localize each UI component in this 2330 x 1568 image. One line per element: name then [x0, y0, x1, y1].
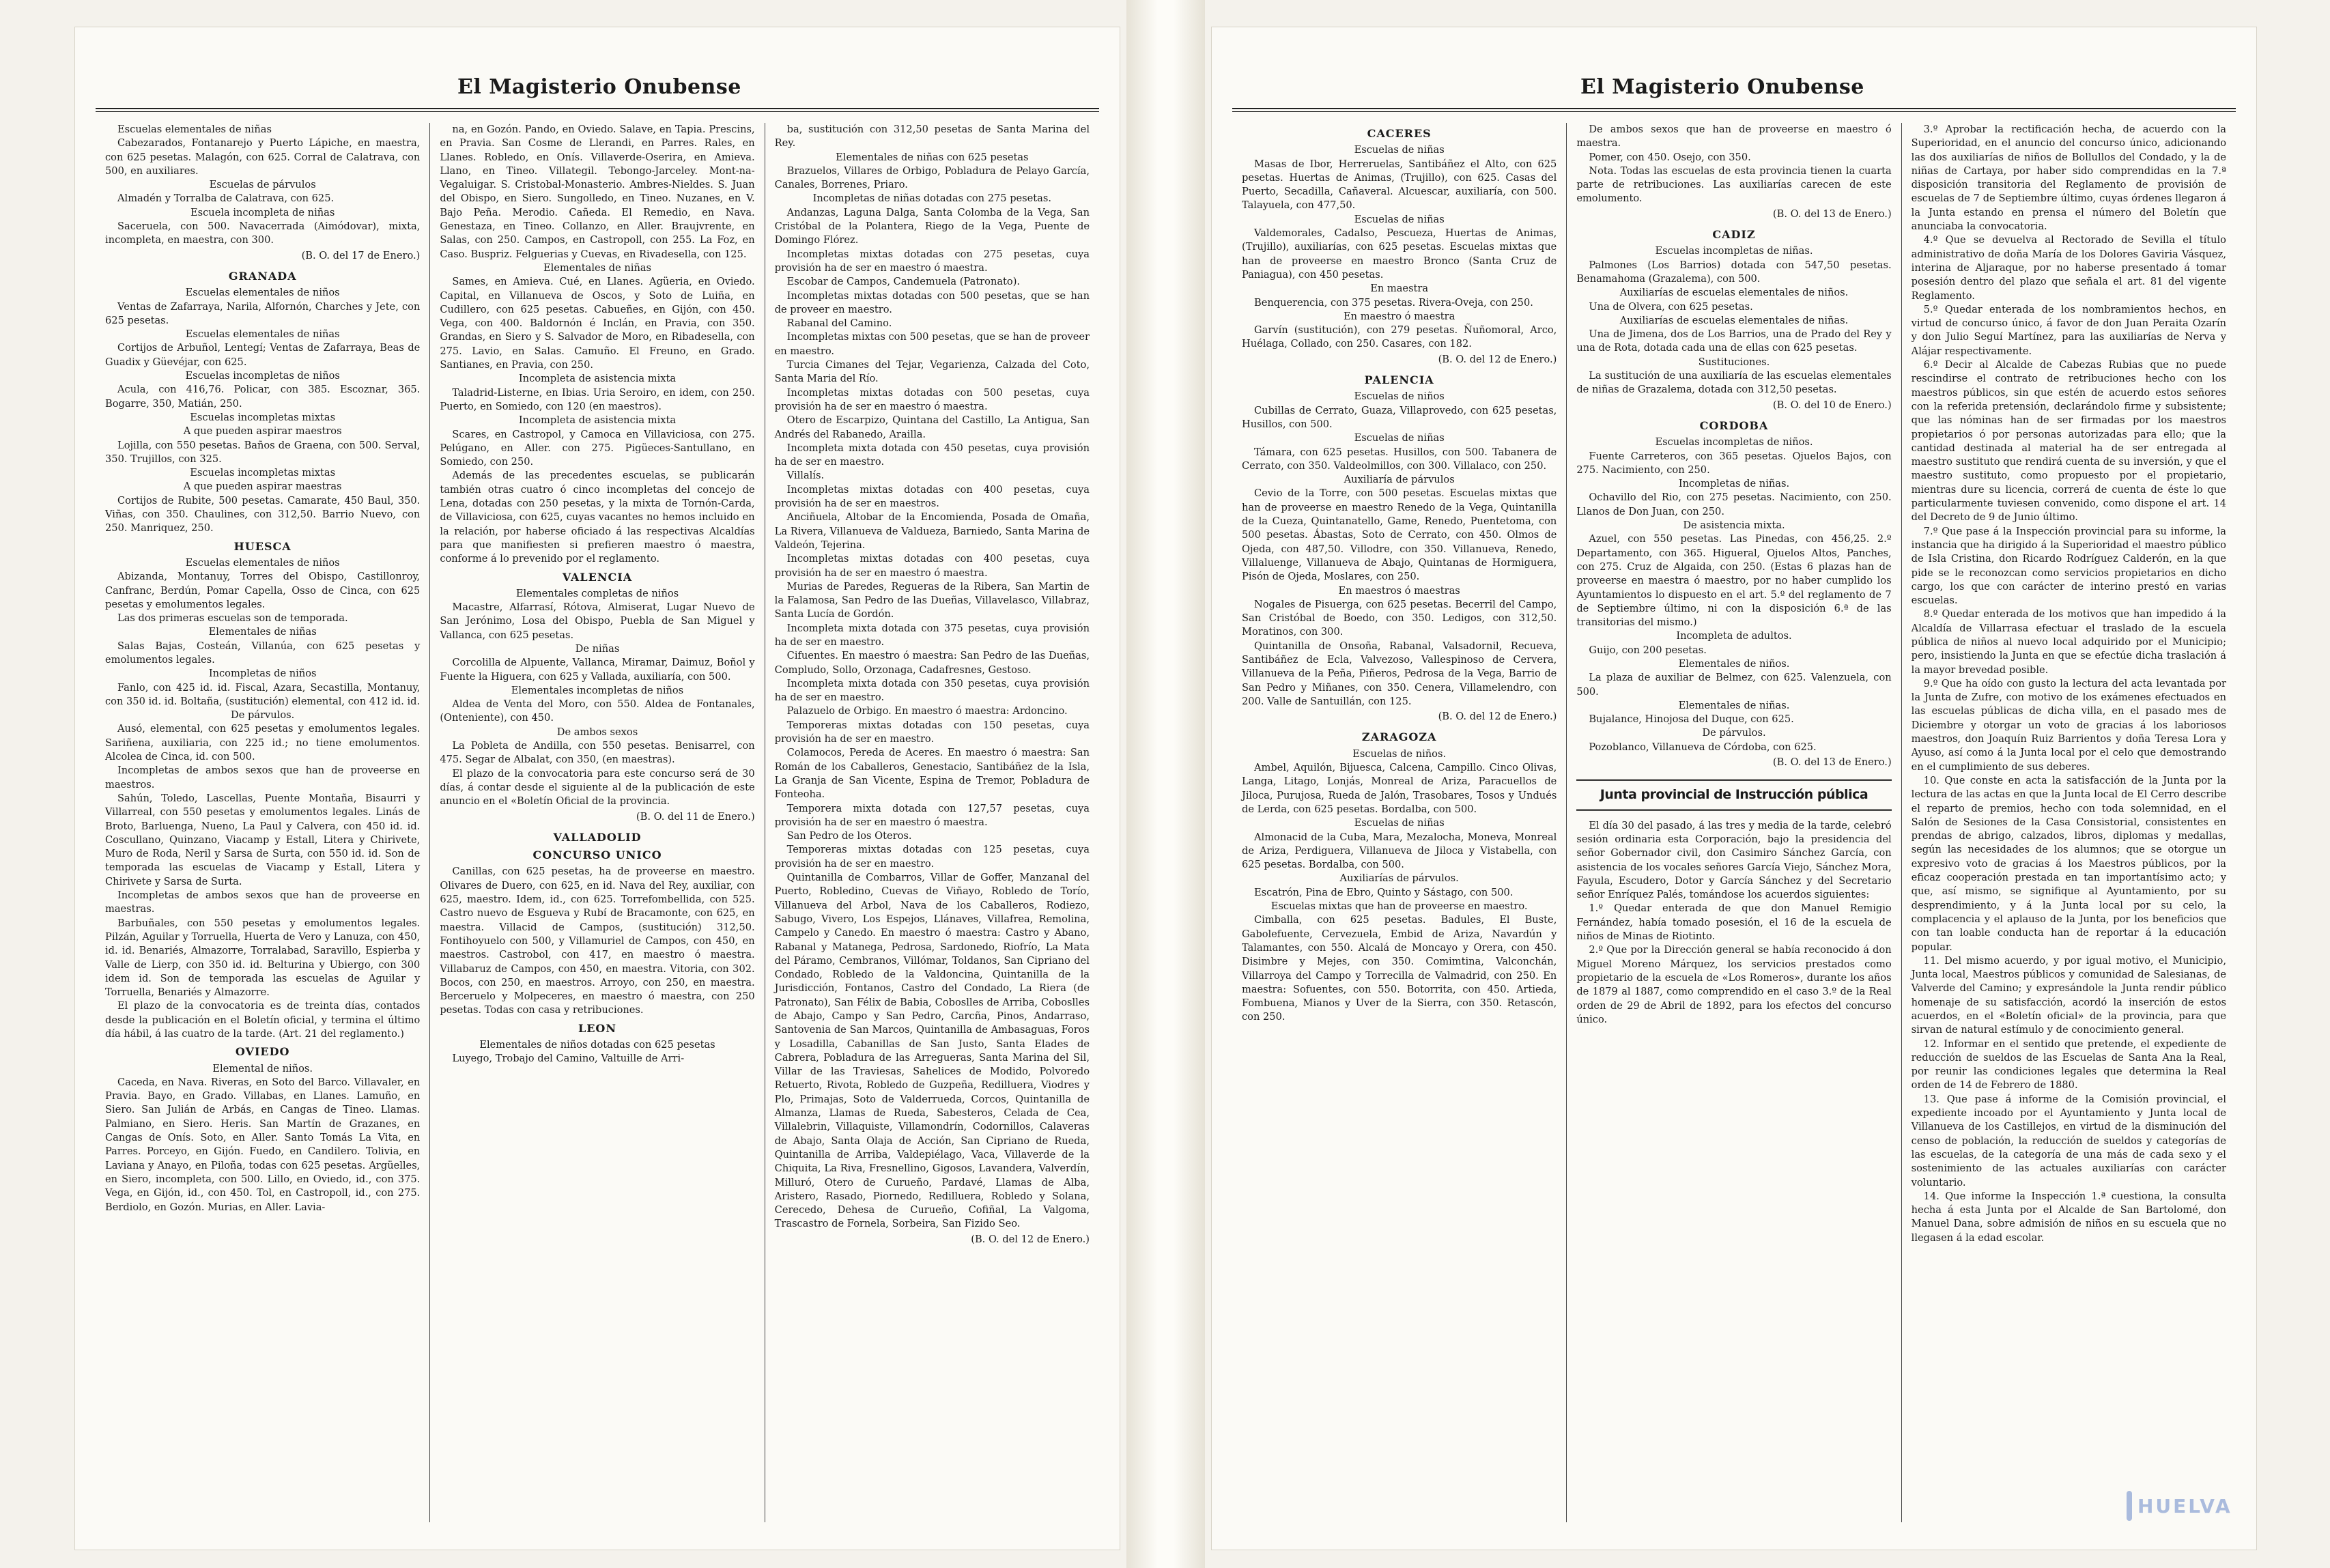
paragraph: Ambel, Aquilón, Bijuesca, Calcena, Campillo. Cinco Olivas, Langa, Litago, Lonjás, Monreal de Ariza, Paracuellos de Jiloca, Purujosa, Rueda de Jalón, Trasobares, Tosos y Undués de Lerda, con 625 pesetas. Bordalba, con 500. — [1242, 762, 1557, 815]
section-subheading: Escuelas mixtas que han de proveerse en maestro. — [1270, 900, 1528, 913]
library-stamp — [2127, 1489, 2232, 1522]
source-citation: (B. O. del 10 de Enero.) — [1772, 399, 1892, 411]
page-gutter — [1126, 0, 1205, 1568]
section-subheading: De niñas — [575, 642, 620, 655]
paragraph: Murias de Paredes, Regueras de la Ribera, San Martin de la Falamosa, San Pedro de las Dueñas, Villavelasco, Villabraz, Santa Lucía de Gordón. — [774, 580, 1090, 621]
section-subheading: Escuelas de párvulos — [209, 179, 316, 191]
paragraph: Además de las precedentes escuelas, se publicarán también otras cuatro ó cinco incompletas del concejo de Lena, dotadas con 250 pesetas, y la mixta de Tornón-Carda, de Villaviciosa, con 625, cuyas vacantes no hemos incluido en la relación, por haberse oficiado á las respectivas Alcaldías para que manifiesten si prefieren maestro ó maestra, conforme á lo prevenido por el reglamento. — [440, 470, 755, 565]
paragraph: Luyego, Trobajo del Camino, Valtuille de Arri- — [452, 1053, 685, 1065]
paragraph: Incompletas de ambos sexos que han de proveerse en maestras. — [105, 889, 421, 915]
paragraph: Azuel, con 550 pesetas. Las Pinedas, con 456,25. 2.º Departamento, con 365. Higueral, Ojuelos Altos, Panches, con 275. Cruz de Algaida, con 250. (Estas 6 plazas han de proveerse en maestra ó maestro, por no haber cumplido los Ayuntamientos lo dispuesto en el art. 5.º del reglamento de 7 de Septiembre último, ni con la disposición 6.ª de las transitorias del mismo.) — [1576, 533, 1892, 629]
paragraph: Incompleta mixta dotada con 450 pesetas, cuya provisión ha de ser en maestro. — [774, 442, 1090, 468]
masthead-title: El Magisterio Onubense — [457, 75, 741, 99]
paragraph: Las dos primeras escuelas son de temporada. — [117, 612, 348, 625]
paragraph: Turcia Cimanes del Tejar, Vegarienza, Calzada del Coto, Santa Maria del Río. — [774, 359, 1090, 385]
right-column-1 — [1232, 123, 1566, 1522]
section-subheading: Auxiliarías de párvulos. — [1339, 872, 1459, 885]
section-subheading: Elementales de niños. — [1678, 657, 1790, 670]
paragraph: Guijo, con 200 pesetas. — [1589, 644, 1707, 656]
section-subheading: En maestros ó maestras — [1338, 584, 1460, 597]
paragraph: 12. Informar en el sentido que pretende, el expediente de reducción de sueldos de las Escuelas de Santa Ana la Real, por reunir las condiciones legales que determina la Real orden de 14 de Febrero de 1880. — [1911, 1038, 2226, 1092]
paragraph: Acula, con 416,76. Policar, con 385. Escoznar, 365. Bogarre, 350, Matián, 250. — [105, 384, 421, 410]
section-subheading: Escuelas de niños — [1354, 390, 1445, 403]
section-subheading: Elementales de niñas. — [1678, 699, 1790, 711]
paragraph: Scares, en Castropol, y Camoca en Villaviciosa, con 275. Pelúgano, en Aller. con 275. Pigüeces-Santullano, en Somiedo, con 250. — [440, 428, 755, 468]
paragraph: Escobar de Campos, Candemuela (Patronato). — [786, 276, 1021, 288]
section-heading: CADIZ — [1712, 228, 1756, 242]
paragraph: Incompletas mixtas dotadas con 275 pesetas, cuya provisión ha de ser en maestro ó maestra. — [774, 248, 1090, 274]
right-column-2 — [1566, 123, 1901, 1522]
paragraph: 8.º Quedar enterada de los motivos que han impedido á la Alcaldía de Villarrasa efectuar el traslado de la escuela pública de niños al nuevo local adquirido por el Municipio; pero, insistiendo la Junta en que se efectúe dicha traslación á la mayor brevedad posible. — [1911, 608, 2226, 676]
paragraph: Pozoblanco, Villanueva de Córdoba, con 625. — [1589, 741, 1817, 753]
paragraph: 6.º Decir al Alcalde de Cabezas Rubias que no puede rescindirse el contrato de retribuciones hecho con los maestros públicos, sin que estén de acuerdo estos señores con la referida pretensión, declarándolo firme y subsistente; que las nóminas han de ser firmadas por los maestros propietarios ó por personas autorizadas para ello; que la cantidad destinada al material ha de ser entregada al maestro sustituto que rendirá cuenta de su inversión, y que el maestro sustituto, como propuesto por el propietario, mientras dure su licencia, correrá de cuenta de éste lo que particularmente tuviesen convenido, como dispone el art. 14 del Decreto de 9 de Junio último. — [1911, 359, 2226, 524]
section-subheading: De asistencia mixta. — [1683, 519, 1785, 532]
paragraph: San Pedro de los Oteros. — [786, 830, 912, 842]
paragraph: 1.º Quedar enterada de que don Manuel Remigio Fernández, había tomado posesión, el 16 de la escuela de niños de Minas de Riotinto. — [1576, 902, 1892, 943]
section-heading: CACERES — [1367, 127, 1432, 140]
section-subheading: Escuelas incompletas mixtas — [190, 411, 336, 423]
paragraph: Sames, en Amieva. Cué, en Llanes. Agüeria, en Oviedo. Capital, en Villanueva de Oscos, y Soto de Luiña, en Cudillero, con 625 pesetas. Cabueñes, en Gijón, con 450. Vega, con 400. Baldornón é Inclán, en Pravia, con 350. Grandas, en Siero y S. Salvador de Moro, en Ribadesella, con 275. Lavio, en Salas. Camuño. El Freuno, en Grado. Santianes, en Pravia, con 250. — [440, 276, 755, 371]
left-columns — [96, 123, 1099, 1522]
section-subheading: Incompletas de niñas. — [1678, 478, 1790, 490]
paragraph: 11. Del mismo acuerdo, y por igual motivo, el Municipio, Junta local, Maestros públicos y comunidad de Salesianas, de Valverde del Camino; y expresándole la Junta rendir público homenaje de su satisfacción, acordó la inserción de estos acuerdos, en el «Boletín oficial» de la provincia, para que sirvan de natural estímulo y de conocimiento general. — [1911, 954, 2226, 1036]
right-columns — [1232, 123, 2236, 1522]
paragraph: 5.º Quedar enterada de los nombramientos hechos, en virtud de concurso único, á favor de don Juan Peraita Ozarín y don Julio Seguí Martínez, para las auxiliarías de Nerva y Alájar respectivamente. — [1911, 303, 2226, 357]
paragraph: Saceruela, con 500. Navacerrada (Aimódovar), mixta, incompleta, en maestra, con 300. — [105, 220, 421, 246]
paragraph: Incompleta mixta dotada con 375 pesetas, cuya provisión ha de ser en maestro. — [774, 622, 1090, 648]
left-page — [75, 27, 1120, 1550]
paragraph: Temporeras mixtas dotadas con 125 pesetas, cuya provisión ha de ser en maestro. — [774, 844, 1090, 870]
paragraph: Anciñuela, Altobar de la Encomienda, Posada de Omaña, La Rivera, Villanueva de Valdueza, Barniedo, Santa Marina de Valdeón, Tejerina. — [774, 511, 1090, 551]
masthead-rule — [96, 108, 1099, 112]
paragraph: Cevio de la Torre, con 500 pesetas. Escuelas mixtas que han de proveerse en maestro Renedo de la Vega, Quintanilla de la Cueza, Quintanatello, Game, Renedo, Puentetoma, con 500 pesetas. Ábastas, Soto de Cerrato, con 450. Olmos de Ojeda, con 487,50. Villodre, con 350. Villanueva, Renedo, Villaluenge, Villanueva de Abajo, Quintanas de Hormiguera, Pisón de Ojeda, Moslares, con 250. — [1242, 487, 1557, 583]
paragraph: Cubillas de Cerrato, Guaza, Villaprovedo, con 625 pesetas, Husillos, con 500. — [1242, 404, 1557, 430]
paragraph: Fuente Carreteros, con 365 pesetas. Ojuelos Bajos, con 275. Nacimiento, con 250. — [1576, 450, 1892, 476]
section-heading: PALENCIA — [1364, 373, 1434, 387]
source-citation: (B. O. del 12 de Enero.) — [971, 1233, 1090, 1245]
paragraph: Incompletas de ambos sexos que han de proveerse en maestros. — [105, 765, 421, 790]
paragraph: na, en Gozón. Pando, en Oviedo. Salave, en Tapia. Prescins, en Pravia. San Cosme de Llerandi, en Parres. Rales, en Llanes. Robledo, en Onís. Villaverde-Oserira, en Amieva. Llano, en Tineo. Villategil. Tebongo-Jarceley. Mont-na-Vegaluigar. S. Cristobal-Monasterio. Ambres-Nieldes. S. Juan del Obispo, en Siero. Sungolledo, en Tineo. Nuzanes, en V. Bajo Peña. Merodio. Cañeda. El Remedio, en Nava. Genestaza, en Tineo. Collanzo, en Aller. Braujvrente, en Salas, con 250. Campos, en Castropoll, con 255. La Foz, en Caso. Buspriz. Felguerias y Cuevas, en Rivadesella, con 125. — [440, 124, 755, 260]
section-subheading: Incompleta de adultos. — [1676, 630, 1792, 642]
left-column-2 — [429, 123, 764, 1522]
paragraph: Nogales de Pisuerga, con 625 pesetas. Becerril del Campo, San Cristóbal de Boedo, con 350. Ledigos, con 312,50. Moratinos, con 300. — [1242, 598, 1557, 638]
source-citation: (B. O. del 13 de Enero.) — [1772, 208, 1892, 220]
section-subheading: Elementales de niñas con 625 pesetas — [836, 151, 1029, 163]
paragraph: Ventas de Zafarraya, Narila, Alfornón, Charches y Jete, con 625 pesetas. — [105, 300, 421, 326]
section-subheading: Elementales de niños dotadas con 625 pesetas — [479, 1039, 715, 1051]
paragraph: La Pobleta de Andilla, con 550 pesetas. Benisarrel, con 475. Segar de Albalat, con 350, (en maestras). — [440, 740, 755, 766]
paragraph: Ausó, elemental, con 625 pesetas y emolumentos legales. Sariñena, auxiliaria, con 225 id.; no tiene emolumentos. Alcolea de Cinca, id. con 500. — [105, 723, 421, 763]
right-page — [1212, 27, 2256, 1550]
paragraph: Una de Olvera, con 625 pesetas. — [1589, 300, 1753, 313]
right-column-3 — [1901, 123, 2236, 1522]
junta-banner: Junta provincial de Instrucción pública — [1576, 779, 1891, 810]
section-subheading: De párvulos. — [231, 709, 295, 722]
paragraph: 7.º Que pase á la Inspección provincial para su informe, la instancia que ha dirigido á la Superioridad el maestro público de Isla Cristina, don Ricardo Rodríguez Calderón, en la que pide se le reconozcan como servicios propietarios en dicho cargo, los que con carácter de interino prestó en varias escuelas. — [1911, 525, 2226, 607]
section-subheading: De ambos sexos — [556, 726, 638, 738]
paragraph: Incompletas mixtas dotadas con 400 pesetas, cuya provisión ha de ser en maestros. — [774, 483, 1090, 510]
paragraph: La sustitución de una auxiliaría de las escuelas elementales de niñas de Grazalema, dotada con 312,50 pesetas. — [1576, 370, 1892, 396]
paragraph: Villalís. — [786, 470, 825, 482]
section-subheading: Escuelas de niñas — [1354, 432, 1445, 444]
section-heading: LEON — [578, 1021, 616, 1035]
section-subheading: Auxiliarías de escuelas elementales de niños. — [1619, 287, 1849, 299]
stamp-text: HUELVA — [2137, 1494, 2232, 1517]
paragraph: 14. Que informe la Inspección 1.ª cuestiona, la consulta hecha á esta Junta por el Alcalde de San Bartolomé, don Manuel Dana, sobre admisión de niños en su escuela que no llegasen á la edad escolar. — [1911, 1190, 2226, 1244]
source-citation: (B. O. del 17 de Enero.) — [301, 249, 421, 261]
section-heading: OVIEDO — [235, 1045, 290, 1059]
paragraph: El plazo de la convocatoria es de treinta días, contados desde la publicación en el Boletín oficial, y termina el último día hábil, á las cuatro de la tarde. (Art. 21 del reglamento.) — [105, 1000, 421, 1040]
section-subheading: Sustituciones. — [1698, 356, 1770, 368]
paragraph: Masas de Ibor, Herreruelas, Santibáñez el Alto, con 625 pesetas. Huertas de Animas, (Trujillo), con 625. Casas del Puerto, Secadilla, Cañaveral. Alcuescar, auxiliaría, con 500. Talayuela, con 477,50. — [1242, 158, 1557, 212]
paragraph: Incompleta mixta dotada con 350 pesetas, cuya provisión ha de ser en maestro. — [774, 677, 1090, 704]
paragraph: Aldea de Venta del Moro, con 550. Aldea de Fontanales, (Onteniente), con 450. — [440, 698, 755, 724]
paragraph: Cortijos de Arbuñol, Lentegí; Ventas de Zafarraya, Beas de Guadix y Güevéjar, con 625. — [105, 342, 421, 368]
paragraph: Ochavillo del Rio, con 275 pesetas. Nacimiento, con 250. Llanos de Don Juan, con 250. — [1576, 491, 1892, 517]
section-subheading: Incompletas de niñas dotadas con 275 pesetas. — [812, 193, 1051, 205]
paragraph: Corcolilla de Alpuente, Vallanca, Miramar, Daimuz, Boñol y Fuente la Higuera, con 625 y Vallada, auxiliaría, con 500. — [440, 657, 755, 683]
paragraph: Macastre, Alfarrasí, Rótova, Almiserat, Lugar Nuevo de San Jerónimo, Losa del Obispo, Puebla de San Miguel y Vallanca, con 625 pesetas. — [440, 601, 755, 641]
paragraph: Escatrón, Pina de Ebro, Quinto y Sástago, con 500. — [1254, 886, 1514, 898]
paragraph: 2.º Que por la Dirección general se había reconocido á don Miguel Moreno Márquez, los servicios prestados como propietario de la escuela de «Los Romeros», durante los años de 1879 al 1887, como comprendido en el caso 3.º de la Real orden de 29 de Abril de 1892, para los efectos del concurso único. — [1576, 944, 1892, 1025]
source-citation: (B. O. del 11 de Enero.) — [636, 810, 755, 823]
section-subheading: Auxiliarías de escuelas elementales de niñas. — [1619, 314, 1849, 326]
paragraph: Una de Jimena, dos de Los Barrios, una de Prado del Rey y una de Rota, dotada cada una de ellas con 625 pesetas. — [1576, 328, 1892, 354]
paragraph: Garvín (sustitución), con 279 pesetas. Ñuñomoral, Arco, Huélaga, Collado, con 250. Casares, con 182. — [1242, 324, 1557, 350]
section-subheading: Escuelas de niñas — [1354, 213, 1445, 225]
paragraph: Incompletas mixtas con 500 pesetas, que se han de proveer en maestro. — [774, 331, 1090, 357]
section-subheading: De párvulos. — [1702, 727, 1766, 739]
paragraph: El plazo de la convocatoria para este concurso será de 30 días, á contar desde el siguiente al de la publicación de este anuncio en el «Boletín Oficial de la provincia. — [440, 767, 755, 808]
section-subheading: Escuela incompleta de niñas — [190, 206, 335, 218]
paragraph: Temporeras mixtas dotadas con 150 pesetas, cuya provisión ha de ser en maestro. — [774, 719, 1090, 745]
section-heading: VALLADOLID — [553, 830, 642, 844]
paragraph: Colamocos, Pereda de Aceres. En maestro ó maestra: San Román de los Caballeros, Genestacio, Santibáñez de la Isla, La Granja de San Vicente, Espina de Tremor, Pobladura de Fonteoha. — [774, 747, 1090, 801]
paragraph: Almonacid de la Cuba, Mara, Mezalocha, Moneva, Monreal de Ariza, Perdiguera, Villanueva de Jiloca y Vistabella, con 625 pesetas. Bordalba, con 500. — [1242, 831, 1557, 871]
section-subheading: Incompleta de asistencia mixta — [518, 414, 677, 427]
section-heading: VALENCIA — [562, 570, 633, 584]
paragraph: Otero de Escarpizo, Quintana del Castillo, La Antigua, San Andrés del Rabanedo, Arailla. — [774, 414, 1090, 440]
section-subheading: Escuelas incompletas de niños. — [1655, 436, 1813, 448]
paragraph: Incompletas mixtas dotadas con 400 pesetas, cuya provisión ha de ser en maestro ó maestra. — [774, 553, 1090, 579]
paragraph: 4.º Que se devuelva al Rectorado de Sevilla el título administrativo de doña María de los Dolores Gaviria Vásquez, interina de Aljaraque, por no haberse presentado á tomar posesión dentro del plazo que señala el art. 81 del vigente Reglamento. — [1911, 234, 2226, 302]
paragraph: Pomer, con 450. Osejo, con 350. — [1589, 151, 1751, 163]
paragraph: 3.º Aprobar la rectificación hecha, de acuerdo con la Superioridad, en el anuncio del concurso único, adicionando las dos auxiliarías de niños de Bollullos del Condado, y la de niñas de Cartaya, por haber sido comprendidas en la 7.ª disposición transitoria del Reglamento de provisión de escuelas de 7 de Septiembre último, cuyas órdenes llegaron á la Junta estando en prensa el número del Boletín que anunciaba la convocatoria. — [1911, 124, 2226, 233]
section-subheading: Elementales de niñas — [208, 626, 317, 638]
masthead-title: El Magisterio Onubense — [1580, 75, 1864, 99]
paragraph: Quintanilla de Combarros, Villar de Goffer, Manzanal del Puerto, Robledino, Cuevas de Viñayo, Robledo de Torío, Villanueva del Arbol, Nava de los Caballeros, Rodiezo, Sabugo, Vivero, Los Espejos, Llánaves, Villafrea, Remolina, Campelo y Canedo. En maestro ó maestra: Castro y Abano, Rabanal y Matanega, Pedrosa, Sardonedo, Riofrío, La Mata del Páramo, Cembranos, Villómar, Toldanos, San Cipriano del Condado, Robledo de la Valdoncina, Quintanilla de la Jurisdicción, Fontanos, Castro del Condado, La Riera (de Patronato), San Félix de Babia, Coboslles de Arriba, Coboslles de Abajo, Campo y San Pedro, Carcña, Pinos, Andarraso, Santovenia de San Marcos, Quintanilla de Ambasaguas, Foros y Losadilla, Cabanillas de San Justo, Santa Elades de Cabrera, Pobladura de las Arregueras, Santa Marina del Sil, Villar de las Traviesas, Sahelices de Modido, Polvoredo Retuerto, Rivota, Robledo de Guzpeña, Redilluera, Viodres y Plo, Primajas, Soto de Valderrueda, Corcos, Quintanilla de Almanza, Llamas de Rueda, Sabesteros, Celada de Cea, Villalebrin, Villaquiste, Villamondrín, Codornillos, Calaveras de Abajo, Santa Olaja de Acción, San Cipriano de Rueda, Quintanilla de Arriba, Valdepiélago, Vaca, Villaverde de la Chiquita, La Riva, Fresnellino, Gigosos, Lavandera, Valverdín, Milluró, Otero de Curueño, Pardavé, Llamas de Alba, Aristero, Rasado, Piornedo, Redilluera, Robledo y Solana, Cerecedo, Dehesa de Curueño, Cofiñal, La Valgoma, Trascastro de Fornela, Sorbeira, San Fizido Seo. — [774, 872, 1090, 1230]
paragraph: Quintanilla de Onsoña, Rabanal, Valsadornil, Recueva, Santibáñez de Ecla, Valvezoso, Vallespinoso de Cervera, Villanueva de la Peña, Piñeros, Pedrosa de la Vega, Barrio de San Pedro y Miñanes, con 350. Cenera, Villamelendro, con 200. Valle de Santuillán, con 125. — [1242, 640, 1557, 707]
section-subheading: Escuelas incompletas de niñas. — [1655, 245, 1813, 257]
paragraph: Lojilla, con 550 pesetas. Baños de Graena, con 500. Serval, 350. Trujillos, con 325. — [105, 439, 421, 465]
masthead-rule — [1232, 108, 2236, 112]
paragraph: Rabanal del Camino. — [786, 317, 892, 330]
paragraph: Palazuelo de Orbigo. En maestro ó maestra: Ardoncino. — [786, 705, 1068, 717]
section-subheading: Escuelas de niñas — [1354, 817, 1445, 829]
paragraph: Canillas, con 625 pesetas, ha de proveerse en maestro. Olivares de Duero, con 625, en id. Nava del Rey, auxiliar, con 625, maestro. Idem, id., con 625. Torrefombellida, con 525. Castro nuevo de Esgueva y Rubí de Bracamonte, con 625, en maestra. Villacid de Campos, (sustitución) 312,50. Fontihoyuelo con 500, y Villamuriel de Campos, con 450, en maestros. Castrobol, con 417, en maestro ó maestra. Villabaruz de Campos, con 450, en maestra. Vitoria, con 302. Bocos, con 250, en maestros. Arroyo, con 250, en maestra. Berceruelo y Molpeceres, en maestro ó maestra, con 250 pesetas. Todas con casa y retribuciones. — [440, 866, 755, 1016]
paragraph: Brazuelos, Villares de Orbigo, Pobladura de Pelayo García, Canales, Borrenes, Priaro. — [774, 165, 1090, 191]
paragraph: El día 30 del pasado, á las tres y media de la tarde, celebró sesión ordinaria esta Corporación, bajo la presidencia del señor Gobernador civil, don Casimiro Sánchez García, con asistencia de los vocales señores García Viejo, Sánchez Mora, Fayula, Escudero, Dotor y García Sánchez y del Secretario señor Enríquez Palés, tomándose los acuerdos siguientes: — [1576, 819, 1892, 901]
paragraph: Almadén y Torralba de Calatrava, con 625. — [117, 193, 335, 205]
paragraph: Nota. Todas las escuelas de esta provincia tienen la cuarta parte de retribuciones. Las auxiliarías carecen de este emolumento. — [1576, 165, 1892, 205]
paragraph: Escuelas elementales de niñas — [117, 124, 272, 135]
source-citation: (B. O. del 12 de Enero.) — [1438, 353, 1557, 365]
paragraph: Sahún, Toledo, Lascellas, Puente Montaña, Bisaurri y Villarreal, con 550 pesetas y emolumentos legales. Linás de Broto, Barluenga, Nueno, La Paul y Calvera, con 450 id. id. Coscullano, Quinzano, Viacamp y Estall, Litera y Chirivete, Muro de Roda, Neril y Sarsa de Surta, con 550 id. id. Son de temporada las escuelas de Viacamp y Estall, Litera y Chirivete y Sarsa de Surta. — [105, 792, 421, 887]
section-heading: GRANADA — [228, 269, 297, 283]
paragraph: Fanlo, con 425 id. id. Fiscal, Azara, Secastilla, Montanuy, con 350 id. id. Boltaña, (sustitución) elemental, con 412 id. id. — [105, 681, 421, 707]
section-subheading: Incompleta de asistencia mixta — [518, 373, 677, 385]
section-heading: CORDOBA — [1699, 418, 1769, 432]
paragraph: De ambos sexos que han de proveerse en maestro ó maestra. — [1576, 124, 1892, 149]
section-subheading: Escuelas incompletas de niños — [185, 370, 340, 382]
paragraph: Salas Bajas, Costeán, Villanúa, con 625 pesetas y emolumentos legales. — [105, 640, 421, 666]
paragraph: Caceda, en Nava. Riveras, en Soto del Barco. Villavaler, en Pravia. Bayo, en Grado. Villabas, en Llanes. Lamuño, en Siero. San Julián de Arbás, en Cangas de Tineo. Llamas. Palmiano, en Siero. Heris. San Martín de Grazanes, en Cangas de Onís. Soto, en Aller. Santo Tomás La Vita, en Parres. Porceyo, en Gijón. Fuedo, en Candilero. Tolivia, en Laviana y Anayo, en Piloña, todas con 625 pesetas. Argüelles, en Siero, incompleta, con 500. Lillo, en Oviedo, id., con 375. Vega, en Gijón, id., con 450. Tol, en Castropoll, id., con 275. Berdiolo, en Gozón. Murias, en Aller. Lavia- — [105, 1076, 421, 1213]
paragraph: Barbuñales, con 550 pesetas y emolumentos legales. Pilzán, Aguilar y Torruella, Huerta de Vero y Lanuza, con 450, id. id. Benariés, Almazorre, Torralabad, Saravillo, Espierba y Valle de Lierp, con 350 id. id. Belturina y Ubiergo, con 300 idem id. Son de temporada las escuelas de Aguilar y Torruella, Benariés y Almazorre. — [105, 917, 421, 999]
paragraph: Incompletas mixtas dotadas con 500 pesetas, que se han de proveer en maestro. — [774, 289, 1090, 315]
section-subheading: A que pueden aspirar maestras — [183, 481, 342, 493]
paragraph: Temporera mixta dotada con 127,57 pesetas, cuya provisión ha de ser en maestro ó maestra. — [774, 802, 1090, 828]
section-subheading: En maestro ó maestra — [1344, 310, 1455, 322]
section-subheading: Elementales completas de niños — [515, 587, 679, 599]
stamp-logo-icon — [2127, 1491, 2132, 1521]
section-heading: ZARAGOZA — [1361, 730, 1437, 744]
section-subheading: Escuelas elementales de niños — [185, 556, 340, 569]
section-subheading: Escuelas elementales de niñas — [185, 328, 340, 341]
paragraph: Incompletas mixtas dotadas con 500 pesetas, cuya provisión ha de ser en maestro ó maestra. — [774, 386, 1090, 412]
paragraph: La plaza de auxiliar de Belmez, con 625. Valenzuela, con 500. — [1576, 672, 1892, 698]
section-subheading: En maestra — [1370, 283, 1429, 295]
left-column-3 — [765, 123, 1099, 1522]
section-subheading: Elementales incompletas de niños — [511, 684, 684, 696]
paragraph: Abizanda, Montanuy, Torres del Obispo, Castillonroy, Canfranc, Berdún, Pomar Capella, Osso de Cinca, con 625 pesetas y emolumentos legales. — [105, 571, 421, 610]
paragraph: Taladrid-Listerne, en Ibias. Uria Seroiro, en idem, con 250. Puerto, en Somiedo, con 120 (en maestros). — [440, 386, 755, 412]
paragraph: Bujalance, Hinojosa del Duque, con 625. — [1589, 713, 1794, 726]
paragraph: Benquerencia, con 375 pesetas. Rivera-Oveja, con 250. — [1254, 296, 1533, 309]
paragraph: Cabezarados, Fontanarejo y Puerto Lápiche, en maestra, con 625 pesetas. Malagón, con 625. Corral de Calatrava, con 500, en auxiliares. — [105, 137, 421, 177]
source-citation: (B. O. del 13 de Enero.) — [1772, 756, 1892, 769]
section-heading: HUESCA — [233, 539, 292, 553]
section-subheading: Elemental de niños. — [212, 1062, 313, 1074]
paragraph: Támara, con 625 pesetas. Husillos, con 500. Tabanera de Cerrato, con 350. Valdeolmillos, con 300. Villalaco, con 250. — [1242, 446, 1557, 472]
paragraph: 13. Que pase á informe de la Comisión provincial, el expediente incoado por el Ayuntamiento y Junta local de Villanueva de los Castillejos, en virtud de la disminución del censo de población, la reducción de sueldos y categorías de las escuelas, de la categoría de una más de cada sexo y el sostenimiento de las actuales auxiliarías con carácter voluntario. — [1911, 1093, 2226, 1188]
section-subheading: Incompletas de niños — [208, 668, 317, 680]
section-subheading: A que pueden aspirar maestros — [183, 425, 342, 438]
paragraph: 10. Que conste en acta la satisfacción de la Junta por la lectura de las actas en que la Junta local de El Cerro describe el reparto de premios, hecho con toda solemnidad, en el Salón de Sesiones de la Casa Consistorial, consistentes en prendas de abrigo, calzados, libros, diplomas y medallas, según las necesidades de los alumnos; que se otorgue un expresivo voto de gracias á los Maestros públicos, por la eficaz cooperación prestada en tan importantísimo acto; y que, así mismo, se signifique al Ayuntamiento, por su desprendimiento, y á la Junta local por su celo, la complacencia y el aplauso de la Junta, por los beneficios que con tan loable conducta han de reportar á la educación popular. — [1911, 774, 2226, 953]
paragraph: Valdemorales, Cadalso, Pescueza, Huertas de Animas, (Trujillo), auxiliarías, con 625 pesetas. Escuelas mixtas que han de proveerse en maestro Bronco (Santa Cruz de Paniagua), con 450 pesetas. — [1242, 227, 1557, 281]
paragraph: 9.º Que ha oído con gusto la lectura del acta levantada por la Junta de Zufre, con motivo de los exámenes efectuados en las escuelas públicas de dicha villa, en el pasado mes de Diciembre y otorgar un voto de gracias á los laboriosos maestros, don Joaquín Ruiz Barrientos y doña Teresa Lora y Ayuso, así como á la Junta local por el celo que demostrando en el cumplimiento de sus deberes. — [1911, 677, 2226, 773]
section-subheading: Elementales de niñas — [543, 261, 652, 274]
source-citation: (B. O. del 12 de Enero.) — [1438, 711, 1557, 723]
section-subheading: Escuelas incompletas mixtas — [190, 467, 336, 479]
section-subheading: Escuelas de niñas — [1354, 144, 1445, 156]
paragraph: Cortijos de Rubite, 500 pesetas. Camarate, 450 Baul, 350. Viñas, con 350. Chaulines, con 312,50. Barrio Nuevo, con 250. Manriquez, 250. — [105, 494, 421, 534]
paragraph: Palmones (Los Barrios) dotada con 547,50 pesetas. Benamahoma (Grazalema), con 500. — [1576, 259, 1892, 285]
paragraph: Andanzas, Laguna Dalga, Santa Colomba de la Vega, San Cristóbal de la Polantera, Riego de la Vega, Puente de Domingo Flórez. — [774, 206, 1090, 246]
paragraph: ba, sustitución con 312,50 pesetas de Santa Marina del Rey. — [774, 124, 1090, 149]
section-heading: CONCURSO UNICO — [532, 849, 662, 862]
paragraph: Cifuentes. En maestro ó maestra: San Pedro de las Dueñas, Compludo, Sollo, Orzonaga, Cadafresnes, Gestoso. — [774, 650, 1090, 676]
section-subheading: Escuelas elementales de niños — [185, 287, 340, 299]
left-column-1 — [96, 123, 429, 1522]
section-subheading: Auxiliaría de párvulos — [1344, 474, 1455, 486]
section-subheading: Escuelas de niños. — [1352, 747, 1447, 760]
paragraph: Cimballa, con 625 pesetas. Badules, El Buste, Gabolefuente, Cervezuela, Embid de Ariza, Navardún y Talamantes, con 550. Alcalá de Moncayo y Orera, con 450. Disimbre y Mejes, con 350. Comimtina, Valconchán, Villarroya del Campo y Torrecilla de Valmadrid, con 250. En maestra: Sofuentes, con 550. Botorrita, con 450. Artieda, Fombuena, Mianos y Uver de la Sierra, con 350. Retascón, con 250. — [1242, 914, 1557, 1023]
